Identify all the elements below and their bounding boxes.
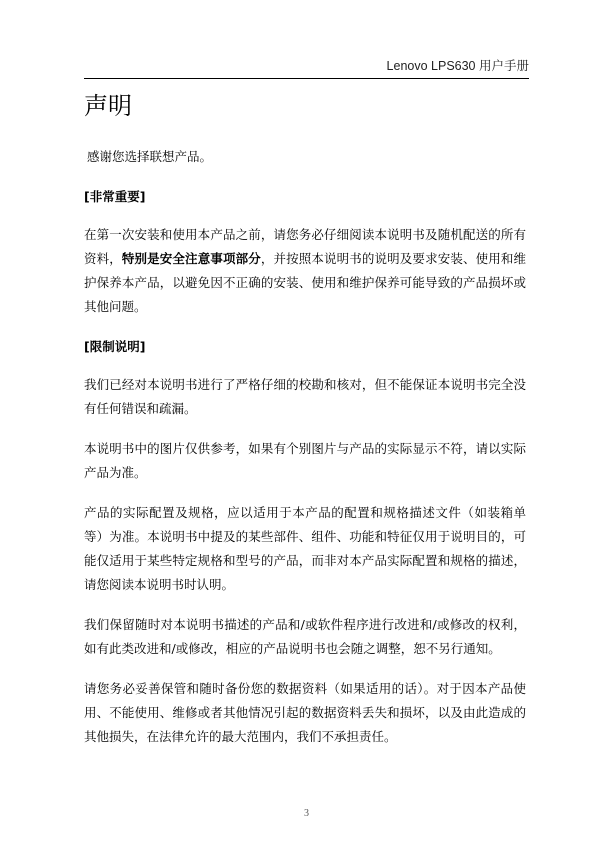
page-number: 3 [304,808,309,819]
limitations-paragraph-2: 本说明书中的图片仅供参考，如果有个别图片与产品的实际显示不符，请以实际产品为准。 [84,441,526,480]
important-text-after: ，并按照本说明书的说明及要求安装、使用和维护保养本产品，以避免因不正确的安装、使用和维护保养可能导致的产品损坏或其他问题。 [84,251,526,314]
document-body [84,145,526,765]
page-title: 声明 [84,92,132,120]
important-text-before: 在第一次安装和使用本产品之前，请您务必仔细阅读本说明书及随机配送的所有资料， [84,227,526,266]
important-heading: [非常重要] [84,189,146,204]
limitations-paragraph-3: 产品的实际配置及规格，应以适用于本产品的配置和规格描述文件（如装箱单等）为准。本说明书中提及的某些部件、组件、功能和特征仅用于说明目的，可能仅适用于某些特定规格和型号的产品，而非对本产品实际配置和规格的描述，请您阅读本说明书时认明。 [84,505,526,592]
intro-paragraph: 感谢您选择联想产品。 [87,149,213,164]
running-header-title: Lenovo LPS630 用户手册 [386,59,529,73]
important-paragraph [84,223,526,319]
running-header [84,56,529,79]
safety-notice-emphasis: 特别是安全注意事项部分 [121,251,261,266]
limitations-paragraph-4: 我们保留随时对本说明书描述的产品和/或软件程序进行改进和/或修改的权利，如有此类改进和/或修改，相应的产品说明书也会随之调整，恕不另行通知。 [84,617,526,656]
limitations-heading: [限制说明] [84,339,146,354]
limitations-paragraph-1: 我们已经对本说明书进行了严格仔细的校勘和核对，但不能保证本说明书完全没有任何错误和疏漏。 [84,377,526,416]
limitations-paragraph-5: 请您务必妥善保管和随时备份您的数据资料（如果适用的话）。对于因本产品使用、不能使用、维修或者其他情况引起的数据资料丢失和损坏，以及由此造成的其他损失，在法律允许的最大范围内，我们不承担责任。 [84,681,526,744]
